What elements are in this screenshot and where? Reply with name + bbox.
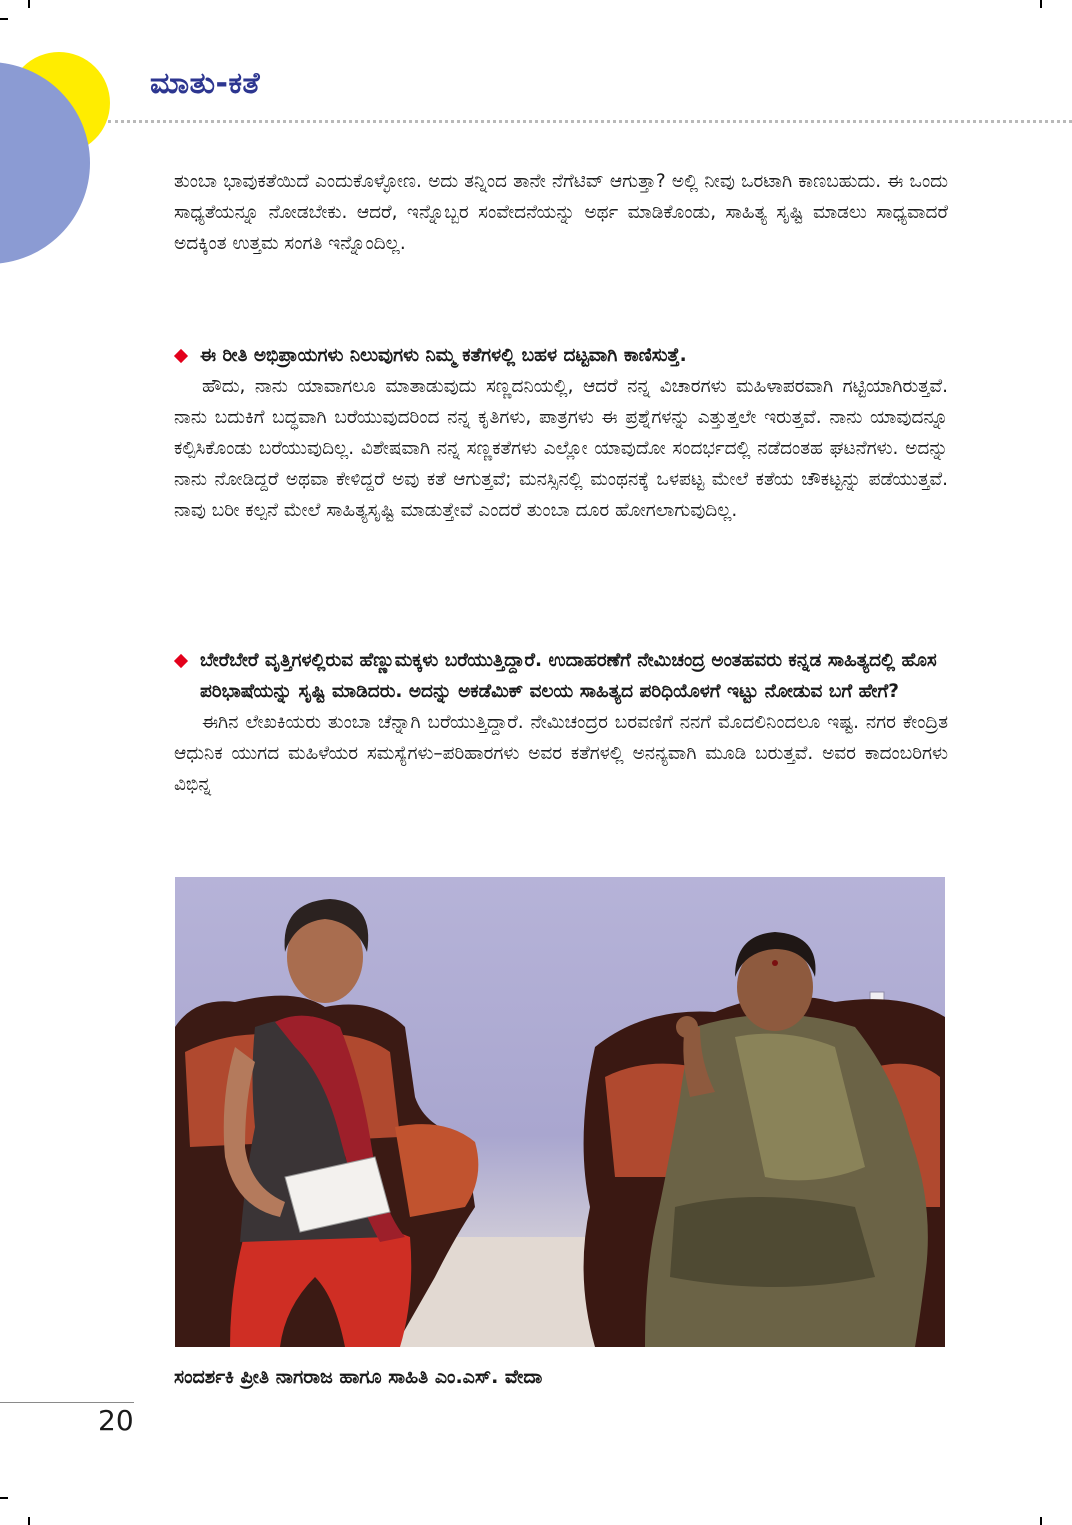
paragraph-text: ತುಂಬಾ ಭಾವುಕತೆಯಿದೆ ಎಂದುಕೊಳ್ಳೋಣ. ಅದು ತನ್ನಿಂದ ತಾನೇ ನೆಗೆಟಿವ್ ಆಗುತ್ತಾ? ಅಲ್ಲಿ ನೀವು ಒರಟಾಗಿ ಕಾಣಬಹುದು. ಈ ಒಂದು ಸಾಧ್ಯತೆಯನ್ನೂ ನೋಡಬೇಕು. ಆದರೆ, ಇನ್ನೊಬ್ಬರ ಸಂವೇದನೆಯನ್ನು ಅರ್ಥ ಮಾಡಿಕೊಂಡು, ಸಾಹಿತ್ಯ ಸೃಷ್ಟಿ ಮಾಡಲು ಸಾಧ್ಯವಾದರೆ ಅದಕ್ಕಿಂತ ಉತ್ತಮ ಸಂಗತಿ ಇನ್ನೊಂದಿಲ್ಲ. bbox=[174, 171, 948, 254]
photo-caption: ಸಂದರ್ಶಕಿ ಪ್ರೀತಿ ನಾಗರಾಜ ಹಾಗೂ ಸಾಹಿತಿ ಎಂ.ಎಸ್. ವೇದಾ bbox=[174, 1366, 543, 1388]
page-number: 20 bbox=[98, 1404, 134, 1437]
question-text: ಈ ರೀತಿ ಅಭಿಪ್ರಾಯಗಳು ನಿಲುವುಗಳು ನಿಮ್ಮ ಕತೆಗಳಲ್ಲಿ ಬಹಳ ದಟ್ಟವಾಗಿ ಕಾಣಿಸುತ್ತೆ. bbox=[200, 345, 687, 366]
paragraph-intro bbox=[174, 166, 948, 259]
interview-question bbox=[174, 340, 948, 371]
diamond-bullet-icon bbox=[174, 349, 188, 363]
crop-mark bbox=[1040, 0, 1042, 8]
qa-block-2 bbox=[174, 645, 948, 800]
interview-photo bbox=[175, 877, 945, 1347]
crop-mark bbox=[28, 1517, 30, 1525]
crop-mark bbox=[0, 18, 8, 20]
interview-answer: ಈಗಿನ ಲೇಖಕಿಯರು ತುಂಬಾ ಚೆನ್ನಾಗಿ ಬರೆಯುತ್ತಿದ್ದಾರೆ. ನೇಮಿಚಂದ್ರರ ಬರವಣಿಗೆ ನನಗೆ ಮೊದಲಿನಿಂದಲೂ ಇಷ್ಟ. ನಗರ ಕೇಂದ್ರಿತ ಆಧುನಿಕ ಯುಗದ ಮಹಿಳೆಯರ ಸಮಸ್ಯೆಗಳು–ಪರಿಹಾರಗಳು ಅವರ ಕತೆಗಳಲ್ಲಿ ಅನನ್ಯವಾಗಿ ಮೂಡಿ ಬರುತ್ತವೆ. ಅವರ ಕಾದಂಬರಿಗಳು ವಿಭಿನ್ನ bbox=[174, 712, 948, 795]
question-text: ಬೇರೆಬೇರೆ ವೃತ್ತಿಗಳಲ್ಲಿರುವ ಹೆಣ್ಣುಮಕ್ಕಳು ಬರೆಯುತ್ತಿದ್ದಾರೆ. ಉದಾಹರಣೆಗೆ ನೇಮಿಚಂದ್ರ ಅಂತಹವರು ಕನ್ನಡ ಸಾಹಿತ್ಯದಲ್ಲಿ ಹೊಸ ಪರಿಭಾಷೆಯನ್ನು ಸೃಷ್ಟಿ ಮಾಡಿದರು. ಅದನ್ನು ಅಕಡೆಮಿಕ್ ವಲಯ ಸಾಹಿತ್ಯದ ಪರಿಧಿಯೊಳಗೆ ಇಟ್ಟು ನೋಡುವ ಬಗೆ ಹೇಗೆ? bbox=[200, 650, 937, 702]
footer-rule bbox=[0, 1402, 134, 1403]
interview-answer: ಹೌದು, ನಾನು ಯಾವಾಗಲೂ ಮಾತಾಡುವುದು ಸಣ್ಣದನಿಯಲ್ಲಿ, ಆದರೆ ನನ್ನ ವಿಚಾರಗಳು ಮಹಿಳಾಪರವಾಗಿ ಗಟ್ಟಿಯಾಗಿರುತ್ತವೆ. ನಾನು ಬದುಕಿಗೆ ಬದ್ಧವಾಗಿ ಬರೆಯುವುದರಿಂದ ನನ್ನ ಕೃತಿಗಳು, ಪಾತ್ರಗಳು ಈ ಪ್ರಶ್ನೆಗಳನ್ನು ಎತ್ತುತ್ತಲೇ ಇರುತ್ತವೆ. ನಾನು ಯಾವುದನ್ನೂ ಕಲ್ಪಿಸಿಕೊಂಡು ಬರೆಯುವುದಿಲ್ಲ. ವಿಶೇಷವಾಗಿ ನನ್ನ ಸಣ್ಣಕತೆಗಳು ಎಲ್ಲೋ ಯಾವುದೋ ಸಂದರ್ಭದಲ್ಲಿ ನಡೆದಂತಹ ಘಟನೆಗಳು. ಅದನ್ನು ನಾನು ನೋಡಿದ್ದರೆ ಅಥವಾ ಕೇಳಿದ್ದರೆ ಅವು ಕತೆ ಆಗುತ್ತವೆ; ಮನಸ್ಸಿನಲ್ಲಿ ಮಂಥನಕ್ಕೆ ಒಳಪಟ್ಟ ಮೇಲೆ ಕತೆಯ ಚೌಕಟ್ಟನ್ನು ಪಡೆಯುತ್ತವೆ. ನಾವು ಬರೀ ಕಲ್ಪನೆ ಮೇಲೆ ಸಾಹಿತ್ಯಸೃಷ್ಟಿ ಮಾಡುತ್ತೇವೆ ಎಂದರೆ ತುಂಬಾ ದೂರ ಹೋಗಲಾಗುವುದಿಲ್ಲ. bbox=[174, 376, 948, 521]
interview-question bbox=[174, 645, 948, 707]
header-dotted-divider bbox=[108, 120, 1072, 123]
qa-block-1 bbox=[174, 340, 948, 526]
crop-mark bbox=[1040, 1517, 1042, 1525]
crop-mark bbox=[28, 0, 30, 8]
diamond-bullet-icon bbox=[174, 654, 188, 668]
section-title: ಮಾತು-ಕತೆ bbox=[150, 66, 261, 101]
crop-mark bbox=[0, 1497, 8, 1499]
photo-illustration bbox=[175, 877, 945, 1347]
